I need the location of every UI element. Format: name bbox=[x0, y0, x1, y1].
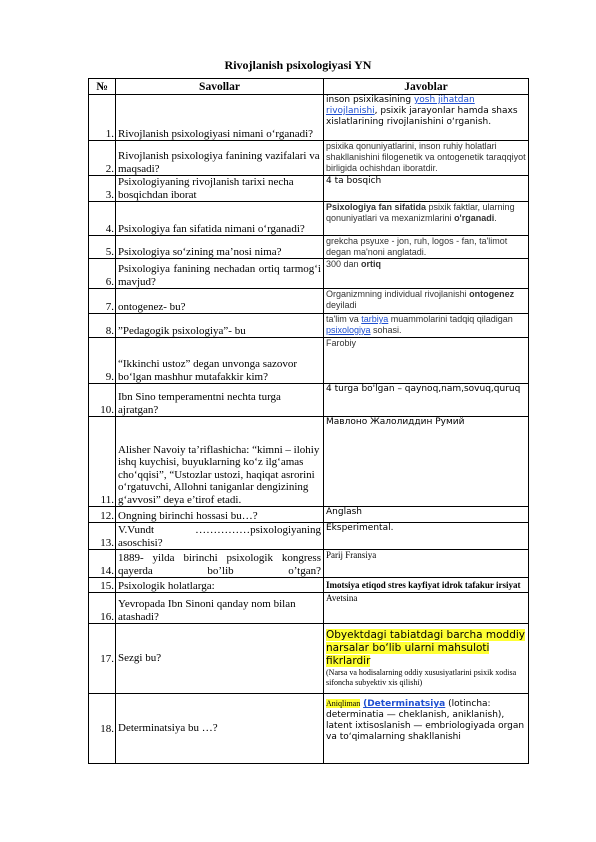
table-row bbox=[89, 176, 529, 202]
answer-cell: Мавлоно Жалолиддин Румий bbox=[324, 417, 529, 507]
row-number: 1. bbox=[89, 95, 116, 141]
answer-cell: psixika qonuniyatlarini, inson ruhiy holatlari shakllanishini filogenetik va ontogenetik taraqqiyot birligida ochishdan iboratdir. bbox=[324, 141, 529, 176]
answer-cell: Farobiy bbox=[324, 338, 529, 384]
row-number: 12. bbox=[89, 507, 116, 523]
question-cell: Ongning birinchi hossasi bu…? bbox=[116, 507, 324, 523]
row-number: 7. bbox=[89, 289, 116, 314]
row-number: 3. bbox=[89, 176, 116, 202]
question-cell: Psixologiya fan sifatida nimani o‘rganadi? bbox=[116, 202, 324, 236]
table-row bbox=[89, 593, 529, 624]
row-number: 2. bbox=[89, 141, 116, 176]
row-number: 18. bbox=[89, 694, 116, 764]
answer-cell: Avetsina bbox=[324, 593, 529, 624]
question-cell: Rivojlanish psixologiyasi nimani o‘rganadi? bbox=[116, 95, 324, 141]
table-row bbox=[89, 523, 529, 550]
table-row bbox=[89, 314, 529, 338]
document-title: Rivojlanish psixologiyasi YN bbox=[224, 58, 372, 72]
table-row bbox=[89, 259, 529, 289]
row-number: 5. bbox=[89, 236, 116, 259]
answer-link[interactable]: tarbiya bbox=[361, 314, 389, 324]
row-number: 10. bbox=[89, 384, 116, 417]
answer-cell: Imotsiya etiqod stres kayfiyat idrok tafakur irsiyat bbox=[324, 578, 529, 593]
question-cell: Alisher Navoiy ta’riflashicha: “kimni – ilohiy ishq kuychisi, buyuklarning ko‘z ilg‘amas cho‘qqisi”, “Ustozlar ustozi, haqiqat asrorini o‘rgatuvchi, Allohni taniganlar dengizining g‘avvosi” deya e’tirof etadi. bbox=[116, 417, 324, 507]
question-cell: Rivojlanish psixologiya fanining vazifalari va maqsadi? bbox=[116, 141, 324, 176]
row-number: 11. bbox=[89, 417, 116, 507]
row-number: 14. bbox=[89, 550, 116, 578]
answer-cell: inson psixikasining yosh jihatdan rivojlanishi, psixik jarayonlar hamda shaxs xislatlarining rivojlanishini o‘rganish. bbox=[324, 95, 529, 141]
answer-cell: grekcha psyuxe - jon, ruh, logos - fan, ta'limot degan ma'noni anglatadi. bbox=[324, 236, 529, 259]
answer-cell: 300 dan ortiq bbox=[324, 259, 529, 289]
question-cell: Psixologiya fanining nechadan ortiq tarmog‘i mavjud? bbox=[116, 259, 324, 289]
answer-cell: ta'lim va tarbiya muammolarini tadqiq qiladigan psixologiya sohasi. bbox=[324, 314, 529, 338]
answer-cell: Psixologiya fan sifatida psixik faktlar, ularning qonuniyatlari va mexanizmlarini o'rganadi. bbox=[324, 202, 529, 236]
question-cell: 1889- yilda birinchi psixologik kongress qayerda bo’lib o’tgan? bbox=[116, 550, 324, 578]
table-row bbox=[89, 289, 529, 314]
row-number: 9. bbox=[89, 338, 116, 384]
row-number: 4. bbox=[89, 202, 116, 236]
row-number: 6. bbox=[89, 259, 116, 289]
table-row bbox=[89, 417, 529, 507]
table-row bbox=[89, 141, 529, 176]
table-row bbox=[89, 384, 529, 417]
table-row bbox=[89, 95, 529, 141]
question-cell: Ibn Sino temperamentni nechta turga ajratgan? bbox=[116, 384, 324, 417]
question-cell: Psixologiyaning rivojlanish tarixi necha bosqichdan iborat bbox=[116, 176, 324, 202]
answer-cell: Eksperimental. bbox=[324, 523, 529, 550]
question-cell: Determinatsiya bu …? bbox=[116, 694, 324, 764]
questions-table bbox=[88, 78, 529, 764]
answer-cell: Aniqliman (Determinatsiya (lotincha: determinatia — cheklanish, aniklanish), latent ixtisoslanish — embriologiyada organ va to‘qimalarning shakllanishi bbox=[324, 694, 529, 764]
header-questions: Savollar bbox=[116, 79, 324, 95]
question-cell: ontogenez- bu? bbox=[116, 289, 324, 314]
answer-link[interactable]: (Determinatsiya bbox=[363, 699, 446, 709]
question-cell: Sezgi bu? bbox=[116, 624, 324, 694]
question-cell: “Ikkinchi ustoz” degan unvonga sazovor bo‘lgan mashhur mutafakkir kim? bbox=[116, 338, 324, 384]
row-number: 17. bbox=[89, 624, 116, 694]
question-cell: ”Pedagogik psixologiya”- bu bbox=[116, 314, 324, 338]
table-row bbox=[89, 550, 529, 578]
header-answers: Javoblar bbox=[324, 79, 529, 95]
header-number: № bbox=[89, 79, 116, 95]
table-row bbox=[89, 624, 529, 694]
answer-cell: 4 turga bo'lgan – qaynoq,nam,sovuq,quruq bbox=[324, 384, 529, 417]
question-cell: Psixologiya so‘zining ma’nosi nima? bbox=[116, 236, 324, 259]
highlighted-answer: Aniqliman bbox=[326, 699, 361, 708]
highlighted-answer: Obyektdagi tabiatdagi barcha moddiy narsalar bo‘lib ularni mahsuloti fikrlardir bbox=[326, 629, 526, 667]
table-row bbox=[89, 694, 529, 764]
table-row bbox=[89, 338, 529, 384]
table-row bbox=[89, 202, 529, 236]
answer-cell: Anglash bbox=[324, 507, 529, 523]
question-cell: Yevropada Ibn Sinoni qanday nom bilan atashadi? bbox=[116, 593, 324, 624]
row-number: 16. bbox=[89, 593, 116, 624]
answer-cell: Organizmning individual rivojlanishi ontogenez deyiladi bbox=[324, 289, 529, 314]
table-row bbox=[89, 507, 529, 523]
question-cell: V.Vundt ……………psixologiyaning asoschisi? bbox=[116, 523, 324, 550]
row-number: 13. bbox=[89, 523, 116, 550]
answer-link[interactable]: psixologiya bbox=[326, 325, 371, 335]
table-header-row bbox=[89, 79, 529, 95]
answer-cell: Obyektdagi tabiatdagi barcha moddiy narsalar bo‘lib ularni mahsuloti fikrlardir (Narsa va hodisalarning oddiy xususiyatlarini psixik xodisa sifoncha subyektiv xis qilishi) bbox=[324, 624, 529, 694]
table-row bbox=[89, 236, 529, 259]
answer-link[interactable]: yosh jihatdan rivojlanishi bbox=[326, 95, 475, 116]
row-number: 15. bbox=[89, 578, 116, 593]
answer-cell: Parij Fransiya bbox=[324, 550, 529, 578]
table-row bbox=[89, 578, 529, 593]
question-cell: Psixologik holatlarga: bbox=[116, 578, 324, 593]
row-number: 8. bbox=[89, 314, 116, 338]
answer-cell: 4 ta bosqich bbox=[324, 176, 529, 202]
